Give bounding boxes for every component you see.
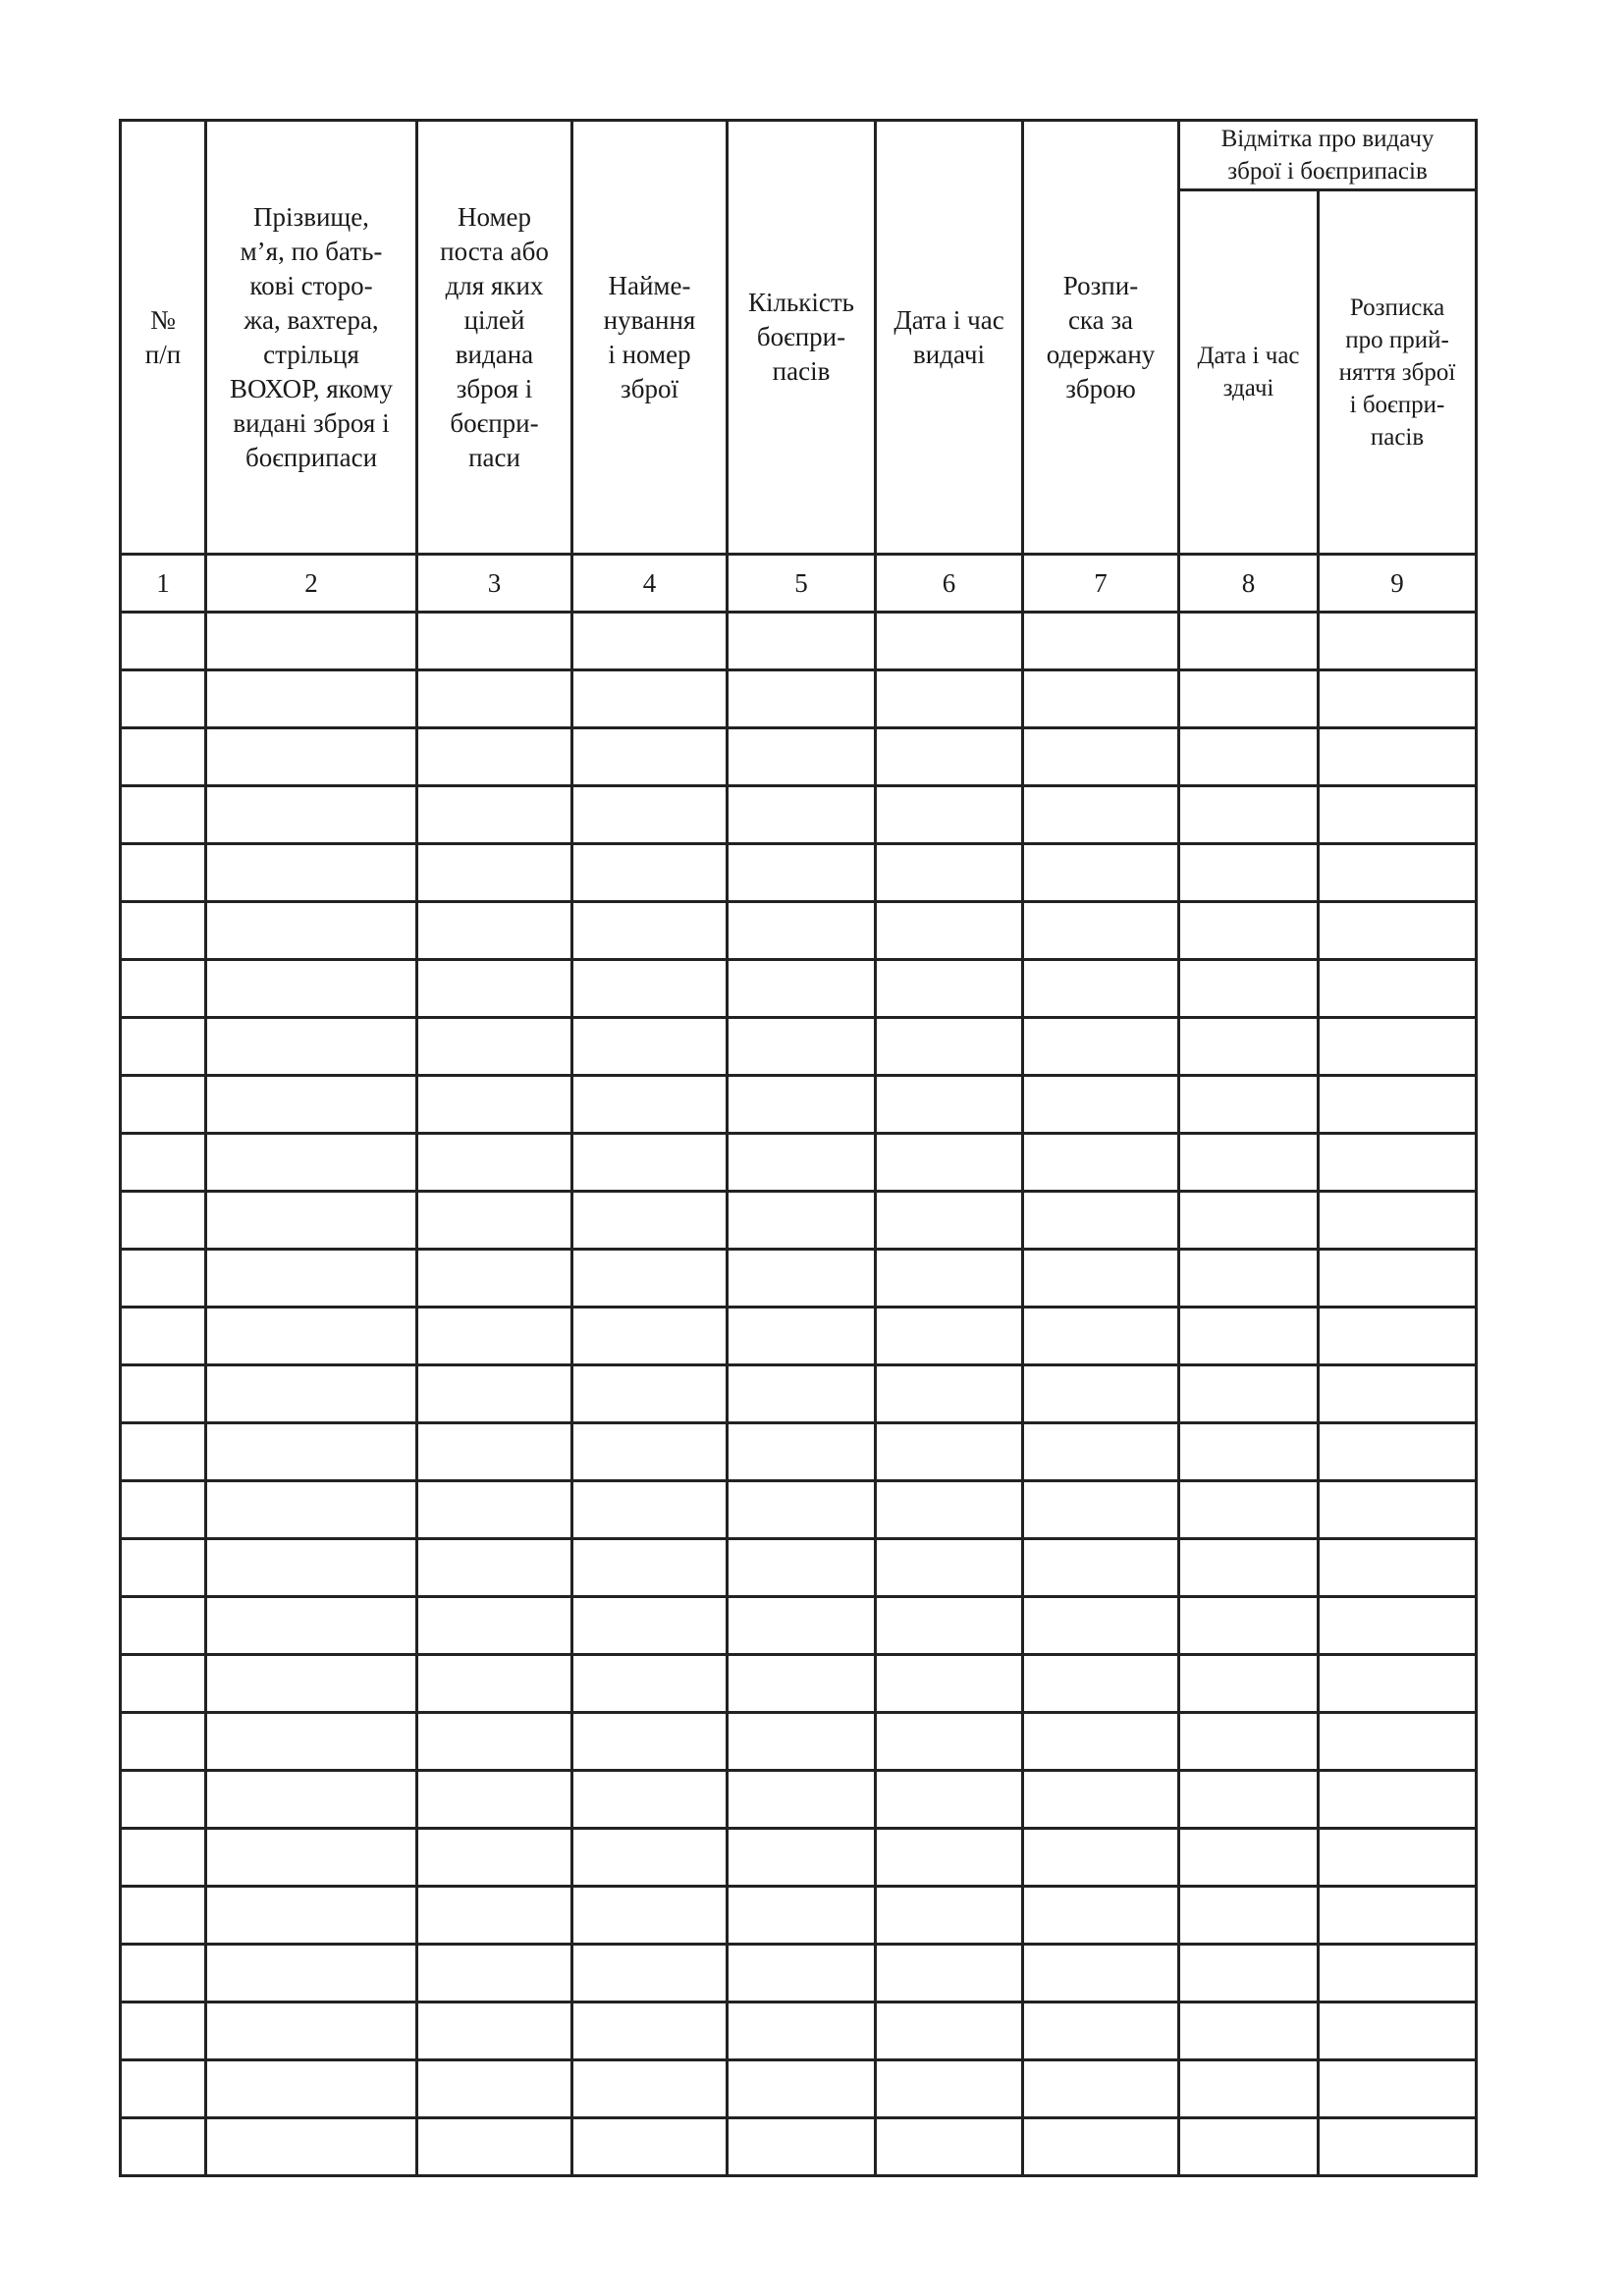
table-row xyxy=(121,786,1477,844)
table-cell xyxy=(876,902,1023,960)
table-cell xyxy=(728,1076,876,1134)
table-cell xyxy=(417,1597,572,1655)
table-cell xyxy=(728,844,876,902)
table-cell xyxy=(1319,670,1477,728)
table-cell xyxy=(1179,1655,1319,1713)
table-cell xyxy=(572,960,728,1018)
table-cell xyxy=(206,1829,417,1887)
table-cell xyxy=(206,1018,417,1076)
table-row xyxy=(121,2060,1477,2118)
table-cell xyxy=(876,1481,1023,1539)
table-cell xyxy=(1179,1829,1319,1887)
journal-body xyxy=(121,613,1477,2176)
table-cell xyxy=(121,1134,206,1192)
table-cell xyxy=(572,613,728,670)
table-cell xyxy=(1179,1771,1319,1829)
table-cell xyxy=(1319,1308,1477,1365)
table-cell xyxy=(1319,1018,1477,1076)
table-cell xyxy=(728,786,876,844)
table-cell xyxy=(1023,1771,1179,1829)
table-cell xyxy=(728,1481,876,1539)
table-cell xyxy=(572,1076,728,1134)
header-return-datetime: Дата і час здачі xyxy=(1179,190,1319,555)
table-cell xyxy=(206,2118,417,2176)
table-cell xyxy=(121,1192,206,1250)
table-cell xyxy=(417,2118,572,2176)
table-cell xyxy=(1179,1018,1319,1076)
table-cell xyxy=(206,844,417,902)
table-row xyxy=(121,1481,1477,1539)
table-cell xyxy=(417,1771,572,1829)
table-cell xyxy=(417,1481,572,1539)
table-cell xyxy=(206,613,417,670)
table-cell xyxy=(206,1250,417,1308)
table-cell xyxy=(1023,1250,1179,1308)
table-cell xyxy=(206,2002,417,2060)
table-cell xyxy=(728,1423,876,1481)
header-row-number: № п/п xyxy=(121,121,206,555)
table-cell xyxy=(572,786,728,844)
table-cell xyxy=(206,1771,417,1829)
table-row xyxy=(121,670,1477,728)
table-row xyxy=(121,960,1477,1018)
header-receipt-signature: Розпи- ска за одержану зброю xyxy=(1023,121,1179,555)
table-cell xyxy=(121,1713,206,1771)
table-cell xyxy=(206,1887,417,1945)
table-cell xyxy=(1023,844,1179,902)
table-cell xyxy=(121,2118,206,2176)
table-cell xyxy=(876,728,1023,786)
table-cell xyxy=(728,2060,876,2118)
header-post-number: Номер поста або для яких цілей видана зброя і боєпри- паси xyxy=(417,121,572,555)
header-issue-mark-group: Відмітка про видачу зброї і боєприпасів xyxy=(1179,121,1477,190)
table-cell xyxy=(1179,2060,1319,2118)
table-cell xyxy=(572,2002,728,2060)
table-cell xyxy=(121,1887,206,1945)
table-cell xyxy=(876,960,1023,1018)
table-cell xyxy=(728,1134,876,1192)
table-cell xyxy=(1319,1192,1477,1250)
table-cell xyxy=(876,613,1023,670)
table-cell xyxy=(1023,1365,1179,1423)
table-cell xyxy=(572,844,728,902)
table-cell xyxy=(876,2060,1023,2118)
table-cell xyxy=(728,728,876,786)
table-cell xyxy=(121,960,206,1018)
table-row xyxy=(121,1076,1477,1134)
table-cell xyxy=(1179,728,1319,786)
table-cell xyxy=(1179,1423,1319,1481)
table-cell xyxy=(417,728,572,786)
table-cell xyxy=(1179,1250,1319,1308)
table-cell xyxy=(1023,2002,1179,2060)
table-cell xyxy=(121,1539,206,1597)
table-cell xyxy=(417,613,572,670)
table-cell xyxy=(728,902,876,960)
table-cell xyxy=(876,1308,1023,1365)
table-cell xyxy=(417,1423,572,1481)
header-full-name: Прізвище, м’я, по бать- кові сторо- жа, вахтера, стрільця ВОХОР, якому видані зброя і боєприпаси xyxy=(206,121,417,555)
table-cell xyxy=(121,613,206,670)
table-cell xyxy=(1179,2002,1319,2060)
header-ammo-quantity: Кількість боєпри- пасів xyxy=(728,121,876,555)
table-cell xyxy=(1023,1308,1179,1365)
table-cell xyxy=(1179,1539,1319,1597)
column-number: 8 xyxy=(1179,555,1319,613)
table-cell xyxy=(206,1945,417,2002)
table-cell xyxy=(1023,1018,1179,1076)
table-cell xyxy=(417,1134,572,1192)
table-cell xyxy=(876,670,1023,728)
table-cell xyxy=(121,1481,206,1539)
table-cell xyxy=(1023,613,1179,670)
table-cell xyxy=(1179,2118,1319,2176)
table-cell xyxy=(206,1192,417,1250)
table-cell xyxy=(121,1250,206,1308)
table-cell xyxy=(206,1308,417,1365)
table-cell xyxy=(1179,786,1319,844)
table-row xyxy=(121,2002,1477,2060)
table-cell xyxy=(206,1597,417,1655)
column-number: 4 xyxy=(572,555,728,613)
table-cell xyxy=(572,1829,728,1887)
table-cell xyxy=(876,1771,1023,1829)
table-cell xyxy=(572,1713,728,1771)
table-cell xyxy=(876,1887,1023,1945)
table-cell xyxy=(206,1539,417,1597)
table-cell xyxy=(417,1713,572,1771)
weapons-issue-journal-table xyxy=(119,119,1478,2177)
table-cell xyxy=(1179,1597,1319,1655)
table-cell xyxy=(206,1655,417,1713)
table-cell xyxy=(1023,1192,1179,1250)
table-row xyxy=(121,728,1477,786)
table-cell xyxy=(206,1134,417,1192)
table-cell xyxy=(876,1192,1023,1250)
table-cell xyxy=(121,1308,206,1365)
table-cell xyxy=(121,670,206,728)
table-cell xyxy=(1023,902,1179,960)
table-cell xyxy=(1179,1945,1319,2002)
table-row xyxy=(121,1713,1477,1771)
table-cell xyxy=(1319,613,1477,670)
table-cell xyxy=(1179,1076,1319,1134)
table-cell xyxy=(1023,1887,1179,1945)
table-cell xyxy=(417,1308,572,1365)
table-cell xyxy=(1023,2118,1179,2176)
table-cell xyxy=(121,1365,206,1423)
table-cell xyxy=(417,844,572,902)
table-cell xyxy=(572,1771,728,1829)
header-acceptance-signature: Розписка про прий- няття зброї і боєпри- пасів xyxy=(1319,190,1477,555)
table-cell xyxy=(728,1250,876,1308)
table-row xyxy=(121,1945,1477,2002)
table-cell xyxy=(1319,1481,1477,1539)
table-row xyxy=(121,613,1477,670)
table-cell xyxy=(1023,960,1179,1018)
table-cell xyxy=(417,786,572,844)
table-cell xyxy=(728,613,876,670)
table-row xyxy=(121,1134,1477,1192)
table-cell xyxy=(572,1192,728,1250)
table-cell xyxy=(572,1018,728,1076)
table-cell xyxy=(1319,2002,1477,2060)
table-cell xyxy=(876,786,1023,844)
column-number: 9 xyxy=(1319,555,1477,613)
table-cell xyxy=(1023,1829,1179,1887)
table-cell xyxy=(1179,1713,1319,1771)
table-cell xyxy=(728,670,876,728)
header-weapon-name: Найме- нування і номер зброї xyxy=(572,121,728,555)
table-cell xyxy=(121,1076,206,1134)
column-number: 7 xyxy=(1023,555,1179,613)
table-cell xyxy=(206,786,417,844)
table-cell xyxy=(121,1655,206,1713)
table-row xyxy=(121,1655,1477,1713)
table-cell xyxy=(572,728,728,786)
table-cell xyxy=(121,902,206,960)
table-cell xyxy=(728,2002,876,2060)
table-cell xyxy=(417,2060,572,2118)
table-cell xyxy=(1179,844,1319,902)
column-number: 3 xyxy=(417,555,572,613)
table-cell xyxy=(417,1945,572,2002)
table-cell xyxy=(1023,1945,1179,2002)
table-cell xyxy=(876,1945,1023,2002)
table-cell xyxy=(572,1365,728,1423)
table-cell xyxy=(1319,1945,1477,2002)
table-cell xyxy=(1319,1829,1477,1887)
table-cell xyxy=(572,670,728,728)
table-cell xyxy=(1319,1423,1477,1481)
table-cell xyxy=(121,1597,206,1655)
table-cell xyxy=(1179,1481,1319,1539)
table-cell xyxy=(1319,786,1477,844)
table-cell xyxy=(572,1250,728,1308)
table-cell xyxy=(876,1539,1023,1597)
table-cell xyxy=(1023,1655,1179,1713)
table-cell xyxy=(1319,1597,1477,1655)
table-row xyxy=(121,1829,1477,1887)
table-cell xyxy=(1023,1076,1179,1134)
journal-sheet xyxy=(119,119,1475,2177)
column-number: 5 xyxy=(728,555,876,613)
table-cell xyxy=(1319,1250,1477,1308)
table-cell xyxy=(121,1423,206,1481)
table-cell xyxy=(1179,960,1319,1018)
table-row xyxy=(121,1887,1477,1945)
table-cell xyxy=(1023,728,1179,786)
table-cell xyxy=(876,1365,1023,1423)
table-cell xyxy=(572,1887,728,1945)
table-cell xyxy=(121,844,206,902)
table-cell xyxy=(1319,1539,1477,1597)
table-cell xyxy=(206,1365,417,1423)
table-row xyxy=(121,1597,1477,1655)
table-cell xyxy=(1179,1192,1319,1250)
table-cell xyxy=(572,1308,728,1365)
table-cell xyxy=(728,1308,876,1365)
table-row xyxy=(121,1423,1477,1481)
table-cell xyxy=(876,844,1023,902)
table-cell xyxy=(417,902,572,960)
table-cell xyxy=(1319,902,1477,960)
table-cell xyxy=(417,1887,572,1945)
table-cell xyxy=(206,2060,417,2118)
table-cell xyxy=(876,1655,1023,1713)
table-cell xyxy=(1023,670,1179,728)
table-cell xyxy=(1023,1134,1179,1192)
table-row xyxy=(121,1539,1477,1597)
table-cell xyxy=(572,2118,728,2176)
table-cell xyxy=(1319,2060,1477,2118)
table-cell xyxy=(206,1713,417,1771)
table-cell xyxy=(572,1134,728,1192)
table-cell xyxy=(572,1945,728,2002)
table-cell xyxy=(206,670,417,728)
table-cell xyxy=(572,902,728,960)
table-cell xyxy=(728,1771,876,1829)
table-cell xyxy=(572,1481,728,1539)
table-row xyxy=(121,844,1477,902)
table-cell xyxy=(121,2060,206,2118)
table-cell xyxy=(1319,844,1477,902)
table-cell xyxy=(876,1829,1023,1887)
table-cell xyxy=(728,2118,876,2176)
table-cell xyxy=(417,1539,572,1597)
table-cell xyxy=(206,1423,417,1481)
table-cell xyxy=(1179,1365,1319,1423)
table-cell xyxy=(1023,1539,1179,1597)
table-cell xyxy=(1179,1134,1319,1192)
table-cell xyxy=(206,1076,417,1134)
table-cell xyxy=(876,2002,1023,2060)
table-cell xyxy=(206,728,417,786)
table-cell xyxy=(206,1481,417,1539)
table-cell xyxy=(1179,670,1319,728)
table-cell xyxy=(417,1076,572,1134)
table-cell xyxy=(121,728,206,786)
table-cell xyxy=(206,960,417,1018)
table-cell xyxy=(572,1597,728,1655)
table-cell xyxy=(728,1887,876,1945)
table-cell xyxy=(121,1771,206,1829)
table-cell xyxy=(1319,1365,1477,1423)
table-cell xyxy=(728,1655,876,1713)
table-cell xyxy=(1319,728,1477,786)
column-number: 2 xyxy=(206,555,417,613)
table-cell xyxy=(1319,1771,1477,1829)
table-cell xyxy=(728,1539,876,1597)
table-row xyxy=(121,1308,1477,1365)
table-cell xyxy=(1023,1713,1179,1771)
table-cell xyxy=(1319,1655,1477,1713)
table-row xyxy=(121,902,1477,960)
table-cell xyxy=(417,1829,572,1887)
table-cell xyxy=(728,1945,876,2002)
table-cell xyxy=(572,1539,728,1597)
table-cell xyxy=(206,902,417,960)
table-cell xyxy=(121,1829,206,1887)
table-cell xyxy=(728,960,876,1018)
table-cell xyxy=(728,1597,876,1655)
header-row-top xyxy=(121,121,1477,190)
table-cell xyxy=(1319,1713,1477,1771)
table-cell xyxy=(417,1192,572,1250)
table-row xyxy=(121,1192,1477,1250)
table-cell xyxy=(728,1365,876,1423)
table-cell xyxy=(876,1134,1023,1192)
table-cell xyxy=(572,1655,728,1713)
table-cell xyxy=(121,1945,206,2002)
table-cell xyxy=(876,1597,1023,1655)
table-cell xyxy=(417,960,572,1018)
table-cell xyxy=(121,786,206,844)
table-cell xyxy=(1023,1423,1179,1481)
table-cell xyxy=(121,1018,206,1076)
table-cell xyxy=(1179,613,1319,670)
column-number: 6 xyxy=(876,555,1023,613)
table-cell xyxy=(876,1018,1023,1076)
table-cell xyxy=(1319,1076,1477,1134)
table-cell xyxy=(728,1192,876,1250)
table-cell xyxy=(572,1423,728,1481)
table-cell xyxy=(728,1018,876,1076)
table-row xyxy=(121,2118,1477,2176)
table-cell xyxy=(121,2002,206,2060)
table-cell xyxy=(572,2060,728,2118)
table-cell xyxy=(1023,2060,1179,2118)
column-number: 1 xyxy=(121,555,206,613)
table-cell xyxy=(417,2002,572,2060)
table-cell xyxy=(417,1365,572,1423)
table-cell xyxy=(417,1018,572,1076)
table-cell xyxy=(1023,1597,1179,1655)
column-number-row xyxy=(121,555,1477,613)
table-row xyxy=(121,1018,1477,1076)
table-cell xyxy=(1319,2118,1477,2176)
table-cell xyxy=(876,1250,1023,1308)
table-cell xyxy=(728,1829,876,1887)
table-cell xyxy=(417,1250,572,1308)
table-cell xyxy=(417,1655,572,1713)
table-cell xyxy=(876,2118,1023,2176)
table-row xyxy=(121,1771,1477,1829)
table-cell xyxy=(1179,1887,1319,1945)
table-row xyxy=(121,1250,1477,1308)
header-issue-datetime: Дата і час видачі xyxy=(876,121,1023,555)
table-cell xyxy=(1179,902,1319,960)
table-cell xyxy=(728,1713,876,1771)
table-cell xyxy=(1319,1134,1477,1192)
table-cell xyxy=(876,1713,1023,1771)
table-cell xyxy=(1023,786,1179,844)
table-cell xyxy=(1179,1308,1319,1365)
table-cell xyxy=(876,1423,1023,1481)
table-cell xyxy=(1023,1481,1179,1539)
table-cell xyxy=(1319,1887,1477,1945)
table-cell xyxy=(876,1076,1023,1134)
table-cell xyxy=(1319,960,1477,1018)
table-row xyxy=(121,1365,1477,1423)
table-cell xyxy=(417,670,572,728)
